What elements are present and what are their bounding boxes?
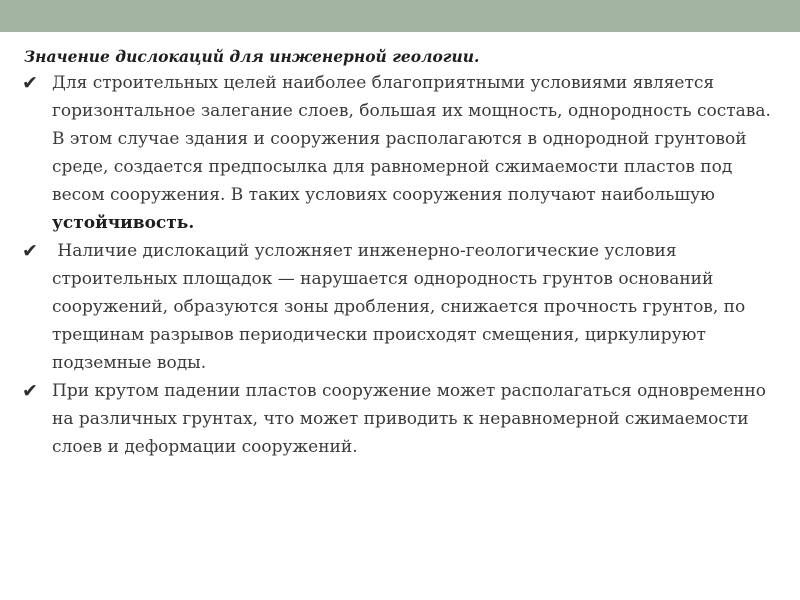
checkmark-icon: ✔	[22, 380, 38, 402]
top-accent-bar	[0, 0, 800, 32]
bullet-item-1	[22, 69, 782, 237]
checkmark-icon: ✔	[22, 72, 38, 94]
bullet-text-2: Наличие дислокаций усложняет инженерно-геологические условия строительных площадок — нарушается однородность грунтов оснований сооружений, образуются зоны дробления, снижается прочность грунтов, по трещинам разрывов периодически происходят смещения, циркулируют подземные воды.	[52, 241, 746, 373]
bullet-item-3	[22, 377, 782, 461]
slide-content	[22, 44, 782, 461]
bullet-item-2	[22, 237, 782, 377]
bullet-emphasis-1: устойчивость.	[52, 213, 195, 233]
bullet-text-1: Для строительных целей наиболее благоприятными условиями является горизонтальное залегание слоев, большая их мощность, однородность состава. В этом случае здания и сооружения располагаются в однородной грунтовой среде, создается предпосылка для равномерной сжимаемости пластов под весом сооружения. В таких условиях сооружения получают наибольшую	[52, 73, 771, 205]
bullet-list	[22, 69, 782, 461]
slide-heading: Значение дислокаций для инженерной геологии.	[24, 47, 480, 66]
checkmark-icon: ✔	[22, 240, 38, 262]
bullet-text-3: При крутом падении пластов сооружение может располагаться одновременно на различных грунтах, что может приводить к неравномерной сжимаемости слоев и деформации сооружений.	[52, 381, 767, 457]
